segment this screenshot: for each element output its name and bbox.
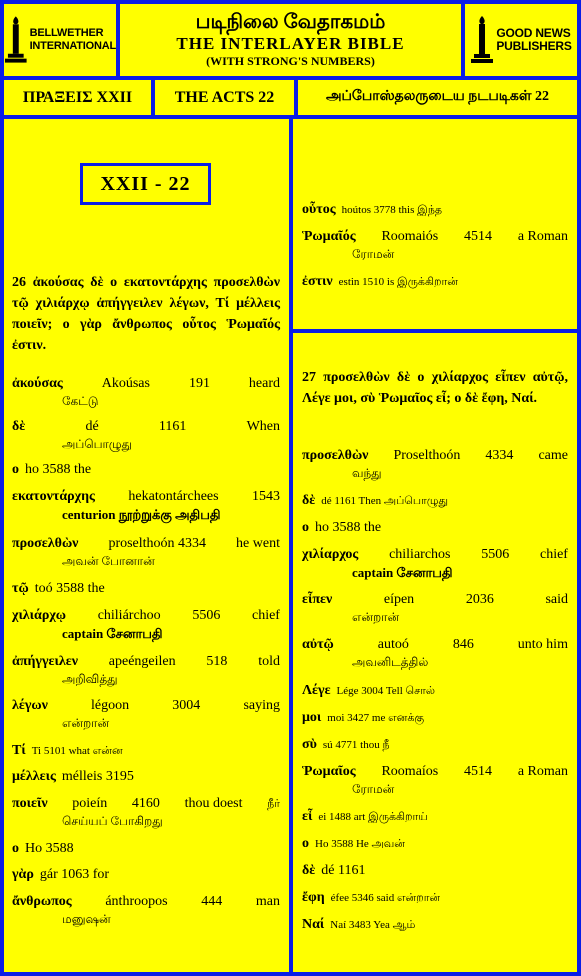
- word-entry: [302, 835, 568, 853]
- word-gloss: அவன் போனான்: [62, 554, 155, 568]
- word-field: ánthroopos: [105, 894, 168, 909]
- logo-text-line2: PUBLISHERS: [496, 39, 572, 53]
- word-field: 4514: [464, 229, 493, 244]
- word-entry: [12, 418, 280, 453]
- word-field: 4160: [131, 796, 160, 811]
- greek-word: ἔφη: [302, 890, 325, 905]
- book-label-tamil: அப்போஸ்தலருடைய நடபடிகள் 22: [298, 80, 577, 115]
- word-field: apeéngeilen: [108, 654, 176, 669]
- word-field: 846: [452, 637, 474, 652]
- greek-word: εἶ: [302, 809, 313, 824]
- verse-26-text: 26 ἀκούσας δὲ ο εκατοντάρχης προσελθὼν τῷ χιλιάρχῳ ἀπήγγειλεν λέγων, Τί μέλλεις ποιεῖν; ο γὰρ ἄνθρωπος οὗτος Ῥωμαῖός ἐστιν.: [12, 275, 280, 353]
- word-field: Akoúsas: [101, 376, 150, 391]
- tamil-gloss: Naí 3483 Yea ஆம்: [330, 919, 416, 931]
- greek-word: τῷ: [12, 581, 29, 596]
- word-gloss: captain சேனாபதி: [62, 626, 163, 641]
- word-field: told: [258, 654, 280, 669]
- tamil-gloss: sú 4771 thou நீ: [322, 739, 390, 751]
- word-field: poieín: [72, 796, 108, 811]
- word-field: 4514: [464, 764, 493, 779]
- tamil-gloss: Ti 5101 what என்ன: [31, 745, 123, 757]
- greek-word: χιλιάρχῳ: [12, 608, 67, 623]
- word-field: dé 1161: [321, 863, 366, 878]
- word-gloss: அப்பொழுது: [62, 437, 133, 451]
- greek-word: εἶπεν: [302, 592, 333, 607]
- word-entry: [12, 488, 280, 523]
- word-entry: [302, 736, 568, 754]
- greek-word: αὐτῷ: [302, 637, 334, 652]
- greek-word: δὲ: [302, 493, 316, 508]
- word-field: proselthoón 4334: [108, 536, 207, 551]
- word-entry: [12, 607, 280, 642]
- word-field: Roomaíos: [381, 764, 439, 779]
- word-field: 5506: [192, 608, 221, 623]
- word-entry: [302, 228, 568, 263]
- word-entry: [302, 492, 568, 510]
- verse-27-text: 27 προσελθὼν δὲ ο χιλίαρχος εἶπεν αὐτῷ, Λέγε μοι, σὺ Ῥωμαῖος εἶ; ο δὲ ἔφη, Ναί.: [302, 370, 568, 406]
- greek-word: ποιεῖν: [12, 796, 48, 811]
- greek-word: προσελθὼν: [302, 448, 369, 463]
- word-field: légoon: [91, 698, 130, 713]
- greek-word: ο: [12, 462, 19, 477]
- word-gloss: வந்து: [352, 466, 382, 480]
- greek-word: Τί: [12, 743, 26, 758]
- word-field: man: [255, 894, 280, 909]
- greek-word: ο: [12, 841, 19, 856]
- word-field: 4334: [485, 448, 514, 463]
- word-entry: [12, 375, 280, 410]
- greek-word: μοι: [302, 710, 322, 725]
- word-entry: [302, 889, 568, 907]
- word-entry: [302, 519, 568, 537]
- logo-text-line2: INTERNATIONAL: [29, 40, 116, 52]
- greek-word: λέγων: [12, 698, 48, 713]
- greek-word: ἀκούσας: [12, 376, 63, 391]
- book-label-english: THE ACTS 22: [155, 80, 294, 115]
- word-gloss: centurion நூற்றுக்கு அதிபதி: [62, 507, 221, 522]
- word-field: chief: [251, 608, 280, 623]
- word-entry: [302, 862, 568, 880]
- word-entry: [302, 682, 568, 700]
- word-gloss: கேட்டு: [62, 394, 99, 408]
- word-field: hekatontárchees: [128, 489, 219, 504]
- word-gloss: அவனிடத்தில்: [352, 655, 429, 669]
- word-field: 444: [201, 894, 223, 909]
- word-field: 1543: [252, 489, 280, 504]
- word-gloss: captain சேனாபதி: [352, 565, 453, 580]
- word-entry: [12, 893, 280, 928]
- greek-word: Λέγε: [302, 683, 331, 698]
- greek-word: οὗτος: [302, 202, 336, 217]
- word-field: gár 1063 for: [39, 867, 110, 882]
- greek-word: Ῥωμαῖος: [302, 764, 356, 779]
- page-title: THE INTERLAYER BIBLE: [176, 34, 405, 53]
- word-field: 2036: [465, 592, 494, 607]
- word-field: ho 3588 the: [315, 520, 382, 535]
- greek-word: ἐστιν: [302, 274, 333, 289]
- word-gloss: செய்யப் போகிறது: [62, 814, 163, 828]
- word-field: 191: [188, 376, 210, 391]
- word-entry: [302, 763, 568, 798]
- word-entry: [302, 916, 568, 934]
- word-field: 3004: [172, 698, 201, 713]
- word-field: Roomaiós: [381, 229, 439, 244]
- greek-word: προσελθὼν: [12, 536, 79, 551]
- word-entry: [12, 580, 280, 598]
- bellwether-logo: [4, 4, 116, 76]
- tamil-gloss: நீர்: [267, 798, 280, 810]
- word-entry: [12, 535, 280, 570]
- tamil-gloss: estin 1510 is இருக்கிறான்: [338, 276, 458, 288]
- word-entry: [302, 201, 568, 219]
- greek-word: ο: [302, 520, 309, 535]
- word-entry: [302, 636, 568, 671]
- greek-word: δὲ: [302, 863, 316, 878]
- good-news-logo: [465, 4, 577, 76]
- word-field: chiliarchos: [389, 547, 451, 562]
- tamil-gloss: éfee 5346 said என்றான்: [330, 892, 441, 904]
- greek-word: μέλλεις: [12, 769, 56, 784]
- word-entry: [302, 591, 568, 626]
- greek-word: ἀπήγγειλεν: [12, 654, 78, 669]
- word-gloss: என்றான்: [352, 610, 400, 624]
- word-entry: [12, 768, 280, 786]
- tamil-gloss: dé 1161 Then அப்பொழுது: [321, 495, 449, 507]
- word-entry: [302, 709, 568, 727]
- word-field: eípen: [383, 592, 415, 607]
- word-field: Ho 3588: [25, 841, 74, 856]
- greek-word: χιλίαρχος: [302, 547, 359, 562]
- word-field: mélleis 3195: [61, 769, 134, 784]
- word-field: chiliárchoo: [97, 608, 161, 623]
- word-field: autoó: [377, 637, 409, 652]
- word-entry: [12, 866, 280, 884]
- greek-word: σὺ: [302, 737, 317, 752]
- tamil-title: படிநிலை வேதாகமம்: [195, 11, 386, 33]
- word-entry: [302, 546, 568, 581]
- word-field: a Roman: [517, 764, 568, 779]
- word-entry: [12, 653, 280, 688]
- tamil-gloss: Lége 3004 Tell சொல்: [336, 685, 436, 697]
- word-field: said: [545, 592, 568, 607]
- word-field: 1161: [158, 419, 187, 434]
- word-entry: [12, 840, 280, 858]
- word-entry: [302, 808, 568, 826]
- candle-icon: [4, 16, 28, 64]
- logo-text-line1: GOOD NEWS: [496, 26, 571, 40]
- word-field: he went: [236, 536, 280, 551]
- greek-word: Ναί: [302, 917, 325, 932]
- word-entry: [302, 273, 568, 291]
- word-field: heard: [248, 376, 280, 391]
- word-field: unto him: [517, 637, 568, 652]
- word-entry: [12, 742, 280, 760]
- greek-word: δὲ: [12, 419, 26, 434]
- word-field: came: [538, 448, 568, 463]
- right-column-top: [293, 119, 577, 329]
- greek-word: γὰρ: [12, 867, 34, 882]
- word-field: dé: [85, 419, 99, 434]
- chapter-label: XXII - 22: [80, 163, 211, 205]
- greek-word: εκατοντάρχης: [12, 489, 95, 504]
- word-gloss: மனுஷன்: [62, 912, 111, 926]
- word-field: 5506: [481, 547, 510, 562]
- book-label-greek: ΠΡΑΞΕΙΣ XXII: [4, 80, 151, 115]
- logo-text-line1: BELLWETHER: [29, 27, 104, 39]
- word-field: toó 3588 the: [34, 581, 105, 596]
- tamil-gloss: hoútos 3778 this இந்த: [341, 204, 443, 216]
- word-field: 518: [206, 654, 228, 669]
- word-field: When: [246, 419, 280, 434]
- word-entry: [12, 795, 280, 830]
- word-gloss: ரோமன்: [352, 782, 395, 796]
- candle-icon: [470, 16, 494, 64]
- greek-word: Ῥωμαῖός: [302, 229, 356, 244]
- tamil-gloss: moi 3427 me எனக்கு: [327, 712, 425, 724]
- word-field: Proselthoón: [393, 448, 461, 463]
- word-field: a Roman: [517, 229, 568, 244]
- word-field: thou doest: [184, 796, 243, 811]
- word-gloss: என்றான்: [62, 716, 110, 730]
- tamil-gloss: Ho 3588 He அவன்: [315, 838, 405, 850]
- greek-word: ο: [302, 836, 309, 851]
- word-entry: [302, 447, 568, 482]
- title-block: [120, 4, 461, 76]
- word-entry: [12, 461, 280, 479]
- greek-word: ἄνθρωπος: [12, 894, 72, 909]
- word-field: ho 3588 the: [25, 462, 92, 477]
- page-subtitle: (WITH STRONG'S NUMBERS): [206, 54, 375, 68]
- word-entry: [12, 697, 280, 732]
- word-gloss: அறிவித்து: [62, 672, 118, 686]
- word-field: saying: [243, 698, 280, 713]
- tamil-gloss: ei 1488 art இருக்கிறாய்: [318, 811, 428, 823]
- word-field: chief: [539, 547, 568, 562]
- word-gloss: ரோமன்: [352, 247, 395, 261]
